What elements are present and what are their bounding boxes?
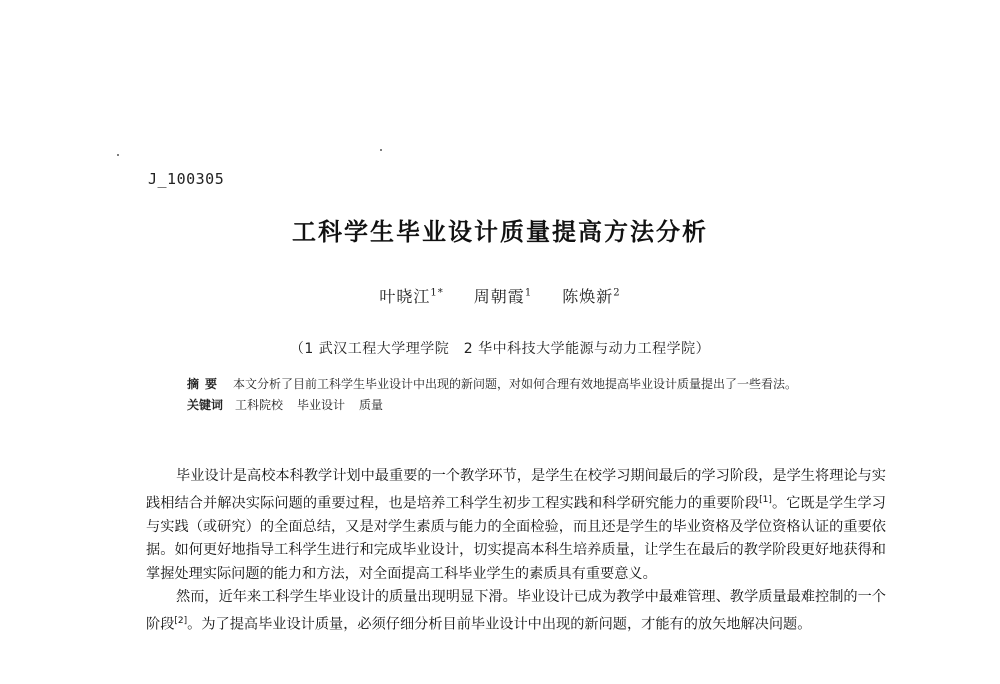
body-text — [146, 465, 886, 637]
abstract — [187, 374, 867, 395]
paragraph-text: 。它既是学生学习与实践（或研究）的全面总结，又是对学生素质与能力的全面检验，而且还是学生的毕业资格及学位资格认证的重要依据。如何更好地指导工科学生进行和完成毕业设计，切实提高本科生培养质量，让学生在最后的教学阶段更好地获得和掌握处理实际问题的能力和方法，对全面提高工科毕业学生的素质具有重要意义。 — [146, 495, 886, 582]
abstract-block — [187, 374, 867, 416]
document-code: J_100305 — [148, 170, 225, 188]
keywords — [187, 395, 867, 416]
affiliations: （1 武汉工程大学理学院 2 华中科技大学能源与动力工程学院） — [289, 341, 711, 357]
author-affiliation-mark: 1* — [430, 287, 444, 299]
body-paragraph — [146, 586, 886, 637]
paper-title: 工科学生毕业设计质量提高方法分析 — [292, 218, 708, 246]
citation: [1] — [759, 494, 772, 505]
author-name: 周朝霞 — [473, 287, 525, 306]
author — [474, 287, 532, 306]
author-list — [0, 284, 1000, 307]
author — [379, 287, 443, 306]
scan-speck — [380, 149, 382, 151]
keywords-label: 关键词 — [187, 398, 224, 412]
keyword: 工科院校 — [235, 398, 284, 412]
keyword: 质量 — [359, 398, 384, 412]
paragraph-text: 毕业设计是高校本科教学计划中最重要的一个教学环节，是学生在校学习期间最后的学习阶段，是学生将理论与实践相结合并解决实际问题的重要过程，也是培养工科学生初步工程实践和科学研究能力的重要阶段 — [146, 468, 886, 512]
keyword: 毕业设计 — [297, 398, 346, 412]
body-paragraph — [146, 465, 886, 586]
author-name: 陈焕新 — [562, 287, 614, 306]
paragraph-text: 然而，近年来工科学生毕业设计的质量出现明显下滑。毕业设计已成为教学中最难管理、教学质量最难控制的一个阶段 — [146, 589, 886, 633]
scan-speck — [117, 154, 119, 156]
abstract-text: 本文分析了目前工科学生毕业设计中出现的新问题，对如何合理有效地提高毕业设计质量提出了一些看法。 — [233, 377, 798, 391]
paragraph-text: 。为了提高毕业设计质量，必须仔细分析目前毕业设计中出现的新问题，才能有的放矢地解决问题。 — [187, 616, 812, 633]
author-affiliation-mark: 1 — [524, 287, 533, 299]
author-name: 叶晓江 — [379, 287, 431, 306]
author — [562, 287, 620, 306]
author-affiliation-mark: 2 — [613, 287, 621, 299]
citation: [2] — [174, 615, 188, 626]
abstract-label: 摘要 — [187, 377, 224, 391]
